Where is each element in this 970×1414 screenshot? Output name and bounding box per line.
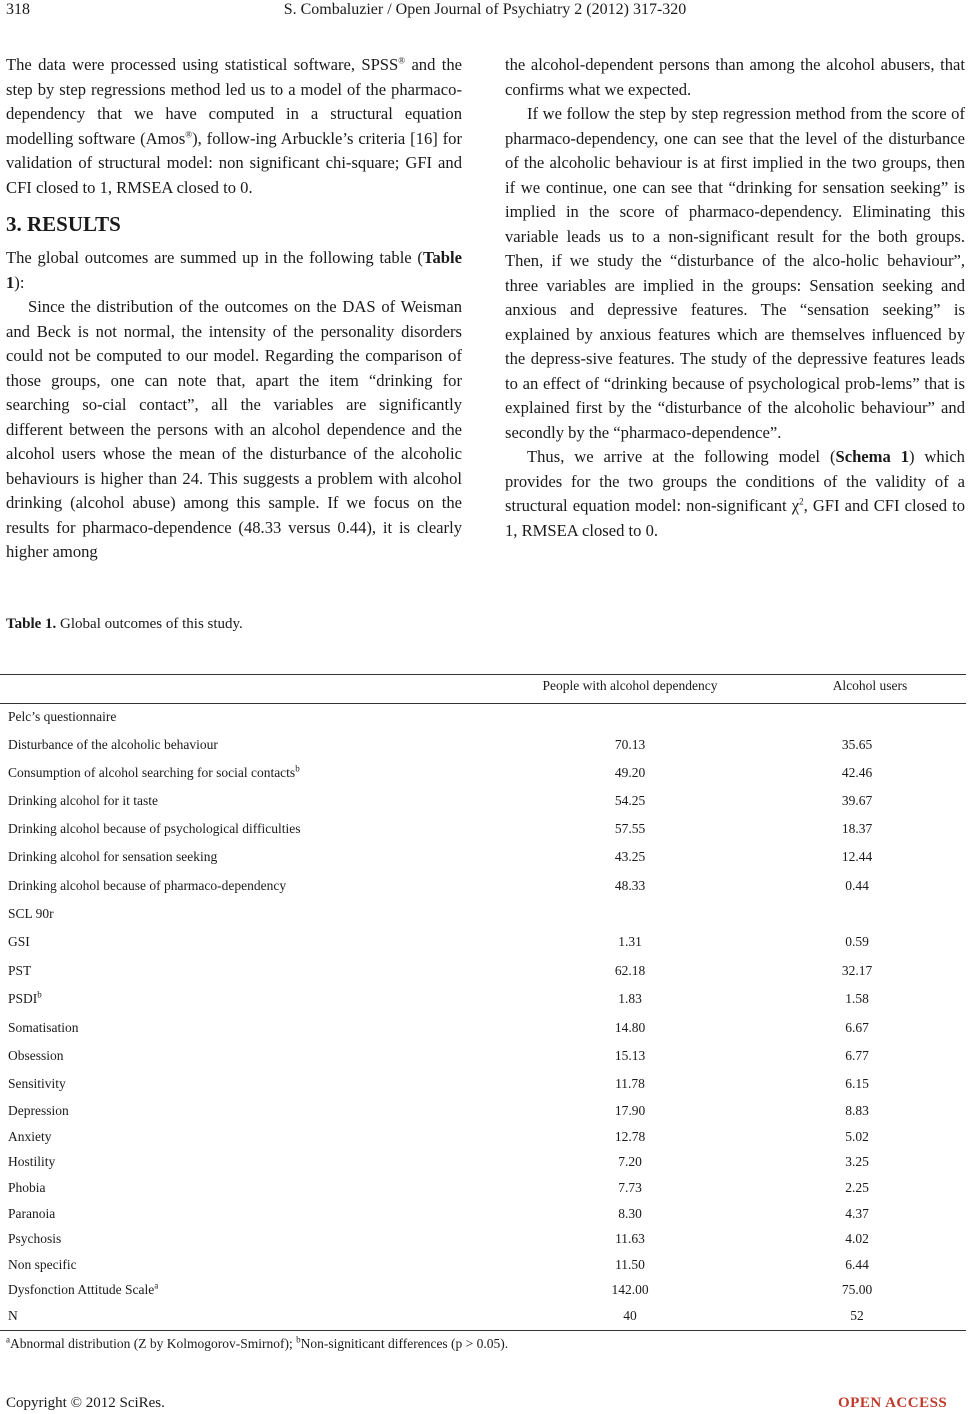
section-title: 3. RESULTS [6, 212, 121, 236]
row-label: Drinking alcohol because of pharmaco-dependency [8, 878, 287, 893]
value-dependency: 70.13 [614, 737, 646, 752]
row-label: Somatisation [8, 1020, 79, 1035]
col-header-users: Alcohol users [832, 678, 908, 693]
page-number: 318 [6, 1, 30, 18]
table-top-rule [0, 674, 966, 675]
table-caption: Table 1. Global outcomes of this study. [6, 616, 243, 632]
table-row [0, 1280, 966, 1300]
row-label: N [8, 1308, 18, 1323]
table-row [0, 791, 966, 811]
value-users: 75.00 [841, 1282, 873, 1297]
right-paragraph-3: Thus, we arrive at the following model (Schema 1) which provides for the two groups the conditions of the validity of a structural equation model: non-significant $\chi^2$, GFI and CFI closed to 1, RMSEA closed to 0. [505, 447, 965, 540]
table-row [0, 707, 966, 727]
value-dependency: 1.83 [618, 991, 642, 1006]
value-dependency: 11.78 [615, 1076, 645, 1091]
table-row [0, 819, 966, 839]
table-row [0, 847, 966, 867]
row-label: Drinking alcohol for it taste [8, 793, 158, 808]
value-dependency: 15.13 [614, 1048, 646, 1063]
value-dependency: 43.25 [614, 849, 646, 864]
row-label: PSDI$^b$ [8, 989, 42, 1006]
value-users: 6.15 [845, 1076, 869, 1091]
table-row [0, 763, 966, 783]
value-dependency: 48.33 [614, 878, 646, 893]
right-column [505, 53, 965, 543]
row-label: PST [8, 963, 32, 978]
table-row [0, 1204, 966, 1224]
row-label: Depression [8, 1103, 69, 1118]
row-label: Pelc’s questionnaire [8, 709, 117, 724]
value-dependency: 142.00 [611, 1282, 649, 1297]
value-dependency: 40 [623, 1308, 637, 1323]
table-bottom-rule [0, 1330, 966, 1331]
row-label: Psychosis [8, 1231, 62, 1246]
col-header-dependency: People with alcohol dependency [542, 678, 718, 693]
left-paragraph-1: The data were processed using statistical software, SPSS® and the step by step regressions method led us to a model of the pharmaco-dependency that we have computed in a structural equation modelling software (Amos®), follow-ing Arbuckle’s criteria [16] for validation of structural model: non significant chi-square; GFI and CFI closed to 1, RMSEA closed to 0. [6, 55, 463, 197]
value-dependency: 7.20 [618, 1154, 642, 1169]
value-dependency: 12.78 [614, 1129, 646, 1144]
table-row [0, 1018, 966, 1038]
open-access-label: OPEN ACCESS [838, 1395, 948, 1411]
table-row [0, 961, 966, 981]
row-label: Sensitivity [8, 1076, 66, 1091]
table-row [0, 1178, 966, 1198]
row-label: Hostility [8, 1154, 56, 1169]
value-users: 39.67 [841, 793, 873, 808]
value-users: 52 [850, 1308, 864, 1323]
row-label: Phobia [8, 1180, 46, 1195]
running-head: S. Combaluzier / Open Journal of Psychiatry 2 (2012) 317-320 [283, 1, 687, 18]
row-label: SCL 90r [8, 906, 54, 921]
value-dependency: 54.25 [614, 793, 646, 808]
value-dependency: 17.90 [614, 1103, 646, 1118]
right-paragraph-2: If we follow the step by step regression method from the score of pharmaco-dependency, one can see that the level of the disturbance of the alcoholic behaviour is at first implied in the two groups, then if we continue, one can see that “drinking for sensation seeking” is implied in the score of pharmaco-dependency. Eliminating this variable leads us to a non-significant result for the both groups. Then, if we study the “disturbance of the alco-holic behaviour”, three variables are implied in the groups: Sensation seeking and anxious and depressive features. The “sensation seeking” is explained by anxious features which are themselves influenced by the depress-sive features. The study of the depressive features leads to an effect of “drinking because of psychological prob-lems” that is explained first by the “disturbance of the alcoholic behaviour” and secondly by the “pharmaco-dependence”. [505, 104, 965, 442]
value-dependency: 1.31 [618, 934, 642, 949]
value-users: 1.58 [845, 991, 869, 1006]
table-row [0, 1101, 966, 1121]
table-row [0, 876, 966, 896]
table-reference-link[interactable]: Table 1 [6, 248, 462, 292]
table-row [0, 1229, 966, 1249]
value-users: 4.37 [845, 1206, 869, 1221]
left-paragraph-2: The global outcomes are summed up in the following table (Table 1): [6, 248, 462, 292]
table-row [0, 735, 966, 755]
value-dependency: 57.55 [614, 821, 646, 836]
value-users: 5.02 [845, 1129, 869, 1144]
row-label: Consumption of alcohol searching for social contacts$^b$ [8, 763, 300, 780]
table-row [0, 1127, 966, 1147]
value-dependency: 49.20 [614, 765, 646, 780]
row-label: Paranoia [8, 1206, 56, 1221]
value-users: 0.44 [845, 878, 869, 893]
row-label: Anxiety [8, 1129, 52, 1144]
table-row [0, 1046, 966, 1066]
value-users: 42.46 [841, 765, 873, 780]
value-dependency: 8.30 [618, 1206, 642, 1221]
value-users: 0.59 [845, 934, 869, 949]
value-users: 3.25 [845, 1154, 869, 1169]
table-header-rule [0, 703, 966, 704]
value-dependency: 62.18 [614, 963, 646, 978]
value-users: 35.65 [841, 737, 873, 752]
value-dependency: 7.73 [618, 1180, 642, 1195]
value-dependency: 11.63 [615, 1231, 645, 1246]
left-paragraph-3: Since the distribution of the outcomes on the DAS of Weisman and Beck is not normal, the intensity of the personality disorders could not be computed to our model. Regarding the comparison of those groups, one can note that, apart the item “drinking for searching so-cial contact”, all the variables are significantly different between the persons with an alcohol dependence and the alcohol users whose the mean of the disturbance of the alcoholic behaviours is higher than 24. This suggests a problem with alcohol drinking (alcohol abuse) among this sample. If we focus on the results for pharmaco-dependence (48.33 versus 0.44), it is clearly higher among [6, 297, 462, 561]
table-row [0, 1255, 966, 1275]
value-users: 32.17 [841, 963, 873, 978]
value-users: 18.37 [841, 821, 873, 836]
table-row [0, 989, 966, 1009]
value-users: 2.25 [845, 1180, 869, 1195]
value-users: 6.67 [845, 1020, 869, 1035]
schema-reference-link[interactable]: Schema 1 [835, 447, 909, 466]
table-row [0, 1306, 966, 1326]
left-column [6, 53, 462, 565]
value-users: 8.83 [845, 1103, 869, 1118]
value-users: 6.77 [845, 1048, 869, 1063]
table-row [0, 1152, 966, 1172]
table-row [0, 932, 966, 952]
table-footnote: $^a$Abnormal distribution (Z by Kolmogorov-Smirnof); $^b$Non-signiticant differences (p > 0.05). [6, 1334, 509, 1351]
row-label: Disturbance of the alcoholic behaviour [8, 737, 218, 752]
table-row [0, 904, 966, 924]
value-dependency: 14.80 [614, 1020, 646, 1035]
row-label: GSI [8, 934, 30, 949]
right-paragraph-1: the alcohol-dependent persons than among the alcohol abusers, that confirms what we expected. [505, 55, 965, 99]
row-label: Drinking alcohol for sensation seeking [8, 849, 218, 864]
row-label: Obsession [8, 1048, 64, 1063]
value-users: 6.44 [845, 1257, 869, 1272]
value-users: 12.44 [841, 849, 873, 864]
value-users: 4.02 [845, 1231, 869, 1246]
row-label: Dysfonction Attitude Scale$^a$ [8, 1280, 159, 1297]
table-row [0, 1074, 966, 1094]
row-label: Drinking alcohol because of psychological difficulties [8, 821, 301, 836]
copyright: Copyright © 2012 SciRes. [6, 1395, 165, 1411]
value-dependency: 11.50 [615, 1257, 645, 1272]
row-label: Non specific [8, 1257, 77, 1272]
